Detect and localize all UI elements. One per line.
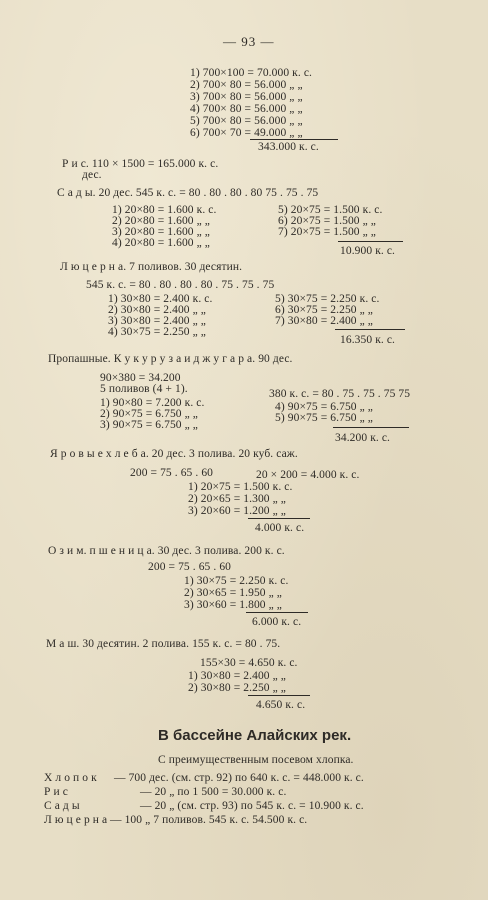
calc-line: 5) 700× 80 = 56.000 „ „: [190, 115, 303, 127]
calc-line: 5) 30×75 = 2.250 к. с.: [275, 293, 380, 305]
block-total: 34.200 к. с.: [335, 432, 391, 444]
section-header-ozim: О з и м. п ш е н и ц а. 30 дес. 3 полива. 200 к. с.: [48, 545, 285, 557]
calc-line: 3) 20×80 = 1.600 „ „: [112, 226, 211, 238]
section-header-propashnye: Пропашные. К у к у р у з а и д ж у г а р а. 90 дес.: [48, 353, 293, 365]
page-number: — 93 —: [223, 34, 275, 49]
block-total: 4.000 к. с.: [255, 522, 305, 534]
calc-line: 4) 30×75 = 2.250 „ „: [108, 326, 207, 338]
calc-line: 1) 20×75 = 1.500 к. с.: [188, 481, 293, 493]
section-header-mash: М а ш. 30 десятин. 2 полива. 155 к. с. = 80 . 75.: [46, 638, 281, 650]
section-subtitle: С преимущественным посевом хлопка.: [158, 754, 354, 766]
price-breakdown: 380 к. с. = 80 . 75 . 75 . 75 75: [269, 388, 411, 400]
sum-rule: [335, 329, 405, 330]
calc-line: 1) 30×80 = 2.400 „ „: [188, 670, 287, 682]
calc-line: 2) 30×80 = 2.250 „ „: [188, 682, 287, 694]
sum-rule: [250, 139, 338, 140]
calc-line: 6) 30×75 = 2.250 „ „: [275, 304, 374, 316]
calc-line: 1) 30×75 = 2.250 к. с.: [184, 575, 289, 587]
price-breakdown: 545 к. с. = 80 . 80 . 80 . 80 . 75 . 75 . 75: [86, 279, 275, 291]
calc-line: 3) 90×75 = 6.750 „ „: [100, 419, 199, 431]
crop-calc: — 100 „ 7 поливов. 545 к. с. 54.500 к. с.: [110, 814, 308, 826]
ris-line: Р и с. 110 × 1500 = 165.000 к. с.: [62, 158, 219, 170]
crop-calc: — 20 „ по 1 500 = 30.000 к. с.: [140, 786, 287, 798]
block-total: 6.000 к. с.: [252, 616, 302, 628]
calc-line: 7) 30×80 = 2.400 „ „: [275, 315, 374, 327]
calc-line: 4) 90×75 = 6.750 „ „: [275, 401, 374, 413]
calc-line: 3) 20×60 = 1.200 „ „: [188, 505, 287, 517]
section-title: В бассейне Алайских рек.: [158, 727, 352, 744]
sum-rule: [246, 612, 308, 613]
calc-line: 1) 30×80 = 2.400 к. с.: [108, 293, 213, 305]
ris-line-unit: дес.: [82, 169, 102, 181]
crop-name: С а д ы: [44, 800, 80, 812]
sum-rule: [338, 241, 403, 242]
crop-name: Л ю ц е р н а: [44, 814, 108, 826]
calc-line: 2) 20×65 = 1.300 „ „: [188, 493, 287, 505]
calc-line: 2) 30×65 = 1.950 „ „: [184, 587, 283, 599]
crop-calc: — 20 „ (см. стр. 93) по 545 к. с. = 10.900 к. с.: [140, 800, 364, 812]
block-total: 4.650 к. с.: [256, 699, 306, 711]
section-header-yarovye: Я р о в ы е х л е б а. 20 дес. 3 полива. 20 куб. саж.: [50, 448, 298, 460]
block-total: 343.000 к. с.: [258, 141, 319, 153]
calc-line: 1) 20×80 = 1.600 к. с.: [112, 204, 217, 216]
calc-line: 20 × 200 = 4.000 к. с.: [256, 469, 360, 481]
section-header-sady: С а д ы. 20 дес. 545 к. с. = 80 . 80 . 80 . 80 75 . 75 . 75: [57, 187, 319, 199]
calc-line: 3) 700× 80 = 56.000 „ „: [190, 91, 303, 103]
price-breakdown: 200 = 75 . 65 . 60: [130, 467, 214, 479]
calc-line: 4) 20×80 = 1.600 „ „: [112, 237, 211, 249]
calc-line: 5) 90×75 = 6.750 „ „: [275, 412, 374, 424]
calc-line: 155×30 = 4.650 к. с.: [200, 657, 298, 669]
crop-name: Х л о п о к: [44, 772, 97, 784]
calc-line: 90×380 = 34.200: [100, 372, 181, 384]
calc-line: 4) 700× 80 = 56.000 „ „: [190, 103, 303, 115]
calc-line: 6) 20×75 = 1.500 „ „: [278, 215, 377, 227]
calc-line: 2) 700× 80 = 56.000 „ „: [190, 79, 303, 91]
calc-line: 3) 30×80 = 2.400 „ „: [108, 315, 207, 327]
block-total: 16.350 к. с.: [340, 334, 396, 346]
price-breakdown: 200 = 75 . 65 . 60: [148, 561, 232, 573]
block-total: 10.900 к. с.: [340, 245, 396, 257]
calc-line: 5) 20×75 = 1.500 к. с.: [278, 204, 383, 216]
section-header-lyucerna: Л ю ц е р н а. 7 поливов. 30 десятин.: [60, 261, 243, 273]
calc-line: 6) 700× 70 = 49.000 „ „: [190, 127, 303, 139]
calc-line: 3) 30×60 = 1.800 „ „: [184, 599, 283, 611]
calc-line: 2) 30×80 = 2.400 „ „: [108, 304, 207, 316]
calc-line: 1) 90×80 = 7.200 к. с.: [100, 397, 205, 409]
crop-name: Р и с: [44, 786, 68, 798]
calc-line: 1) 700×100 = 70.000 к. с.: [190, 67, 312, 79]
sum-rule: [248, 695, 310, 696]
calc-line: 7) 20×75 = 1.500 „ „: [278, 226, 377, 238]
calc-line: 2) 90×75 = 6.750 „ „: [100, 408, 199, 420]
sum-rule: [333, 427, 409, 428]
sum-rule: [248, 518, 310, 519]
calc-line: 5 поливов (4 + 1).: [100, 383, 188, 395]
calc-line: 2) 20×80 = 1.600 „ „: [112, 215, 211, 227]
crop-calc: — 700 дес. (см. стр. 92) по 640 к. с. = 448.000 к. с.: [114, 772, 364, 784]
